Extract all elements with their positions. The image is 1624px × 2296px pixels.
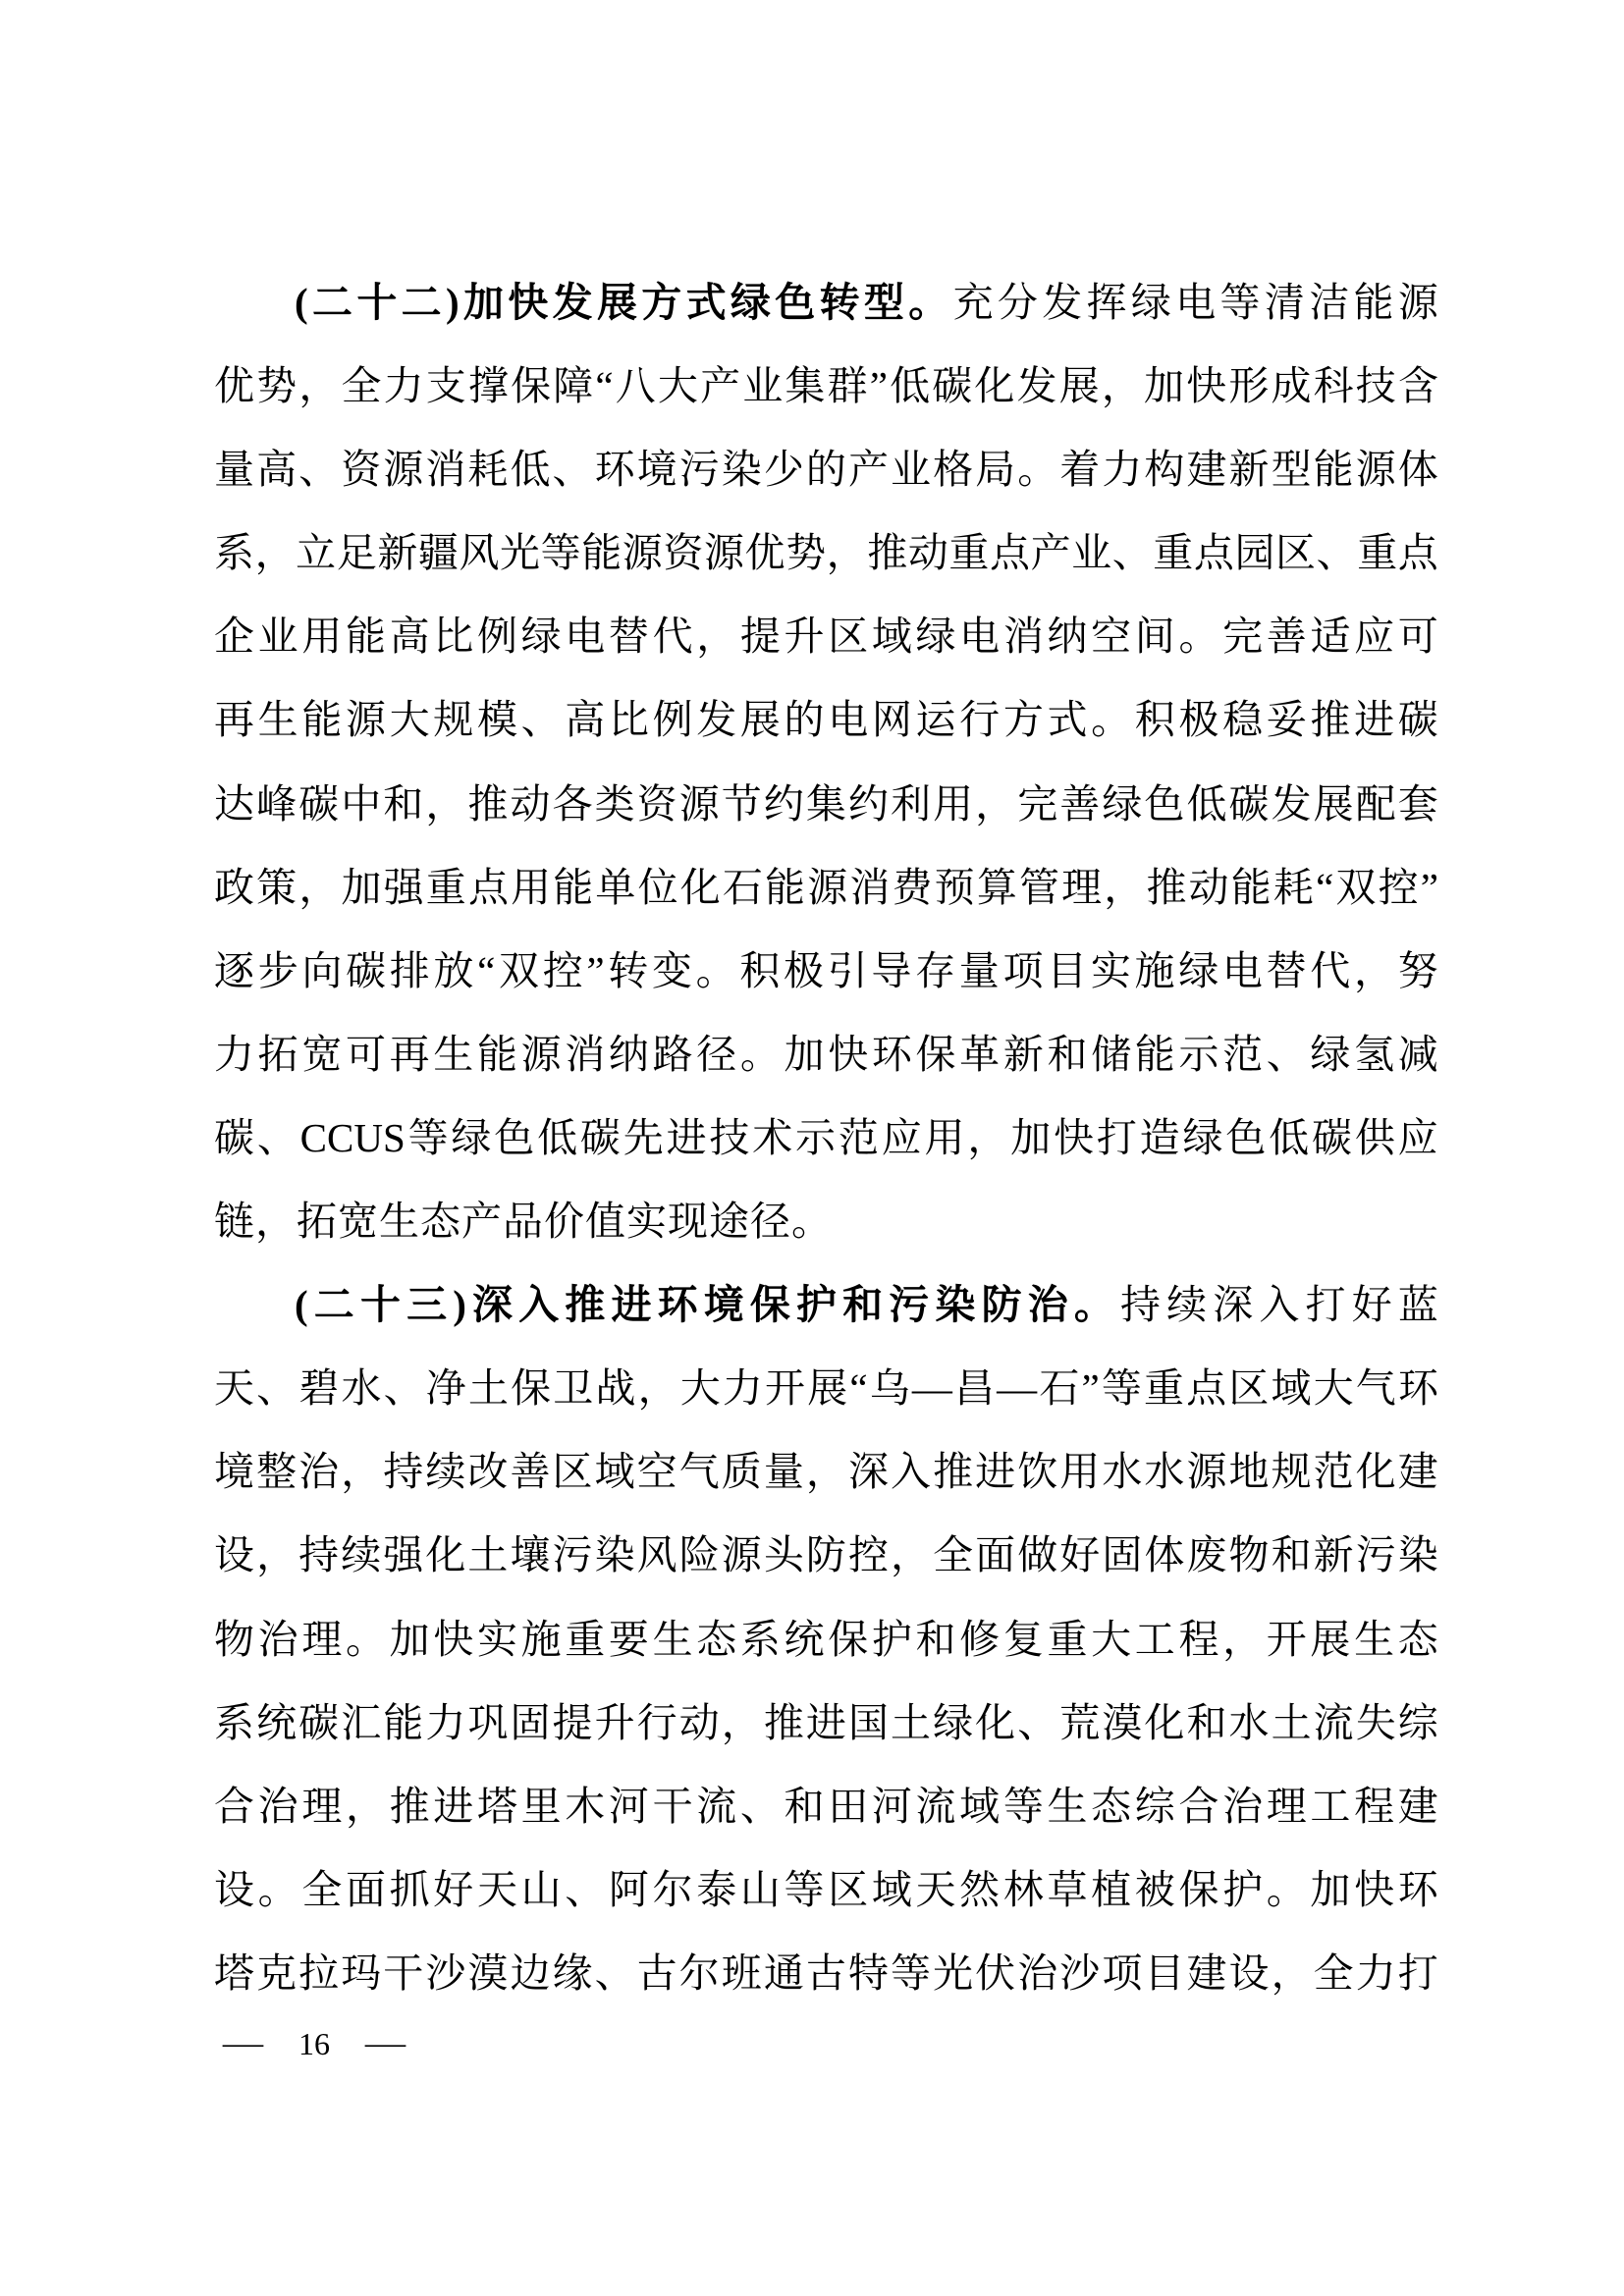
text-line: 政 策 ， 加 强 重 点 用 能 单 位 化 石 能 源 消 费 预 算 管 理 ， 推 动 能 耗 “ 双 控 ” [214, 864, 1438, 910]
page-footer [222, 2020, 406, 2067]
document-body [214, 261, 1438, 2015]
page-number-dash-left: — [222, 2025, 264, 2061]
text-line: 物 治 理 。 加 快 实 施 重 要 生 态 系 统 保 护 和 修 复 重 大 工 程 ， 开 展 生 态 [214, 1616, 1438, 1662]
text-line: 设 。 全 面 抓 好 天 山 、 阿 尔 泰 山 等 区 域 天 然 林 草 植 被 保 护 。 加 快 环 [214, 1866, 1438, 1912]
text-line: 量 高 、 资 源 消 耗 低 、 环 境 污 染 少 的 产 业 格 局 。 着 力 构 建 新 型 能 源 体 [214, 447, 1438, 493]
text-line: 再 生 能 源 大 规 模 、 高 比 例 发 展 的 电 网 运 行 方 式 。 积 极 稳 妥 推 进 碳 [214, 697, 1438, 743]
text-line: 塔 克 拉 玛 干 沙 漠 边 缘 、 古 尔 班 通 古 特 等 光 伏 治 沙 项 目 建 设 ， 全 力 打 [214, 1949, 1438, 1996]
text-line: 合 治 理 ， 推 进 塔 里 木 河 干 流 、 和 田 河 流 域 等 生 态 综 合 治 理 工 程 建 [214, 1783, 1438, 1829]
text-line: 逐 步 向 碳 排 放 “ 双 控 ” 转 变 。 积 极 引 导 存 量 项 目 实 施 绿 电 替 代 ， 努 [214, 947, 1438, 993]
text-line: 境 整 治 ， 持 续 改 善 区 域 空 气 质 量 ， 深 入 推 进 饮 用 水 水 源 地 规 范 化 建 [214, 1449, 1438, 1495]
text-line: 设 ， 持 续 强 化 土 壤 污 染 风 险 源 头 防 控 ， 全 面 做 好 固 体 废 物 和 新 污 染 [214, 1532, 1438, 1578]
text-line: ( 二 十 二 ) 加 快 发 展 方 式 绿 色 转 型 。 充 分 发 挥 绿 电 等 清 洁 能 源 [295, 280, 1438, 325]
page-number-value: 16 [298, 2025, 330, 2061]
text-line: 优 势 ， 全 力 支 撑 保 障 “ 八 大 产 业 集 群 ” 低 碳 化 发 展 ， 加 快 形 成 科 技 含 [214, 363, 1438, 409]
text-line: 链，拓宽生态产品价值实现途径。 [214, 1199, 833, 1245]
text-line: 系 统 碳 汇 能 力 巩 固 提 升 行 动 ， 推 进 国 土 绿 化 、 荒 漠 化 和 水 土 流 失 综 [214, 1699, 1438, 1745]
text-line: 系 ， 立 足 新 疆 风 光 等 能 源 资 源 优 势 ， 推 动 重 点 产 业 、 重 点 园 区 、 重 点 [214, 530, 1438, 576]
text-line: 碳 、 CCUS 等 绿 色 低 碳 先 进 技 术 示 范 应 用 ， 加 快 打 造 绿 色 低 碳 供 应 [214, 1114, 1438, 1160]
text-line: 天 、 碧 水 、 净 土 保 卫 战 ， 大 力 开 展 “ 乌 — 昌 — 石 ” 等 重 点 区 域 大 气 环 [214, 1365, 1438, 1412]
text-line: 力 拓 宽 可 再 生 能 源 消 纳 路 径 。 加 快 环 保 革 新 和 储 能 示 范 、 绿 氢 减 [214, 1031, 1438, 1077]
text-line: 达 峰 碳 中 和 ， 推 动 各 类 资 源 节 约 集 约 利 用 ， 完 善 绿 色 低 碳 发 展 配 套 [214, 780, 1438, 827]
text-line: ( 二 十 三 ) 深 入 推 进 环 境 保 护 和 污 染 防 治 。 持 续 深 入 打 好 蓝 [295, 1282, 1438, 1328]
page-number-dash-right: — [364, 2025, 406, 2061]
text-line: 企 业 用 能 高 比 例 绿 电 替 代 ， 提 升 区 域 绿 电 消 纳 空 间 。 完 善 适 应 可 [214, 614, 1438, 660]
